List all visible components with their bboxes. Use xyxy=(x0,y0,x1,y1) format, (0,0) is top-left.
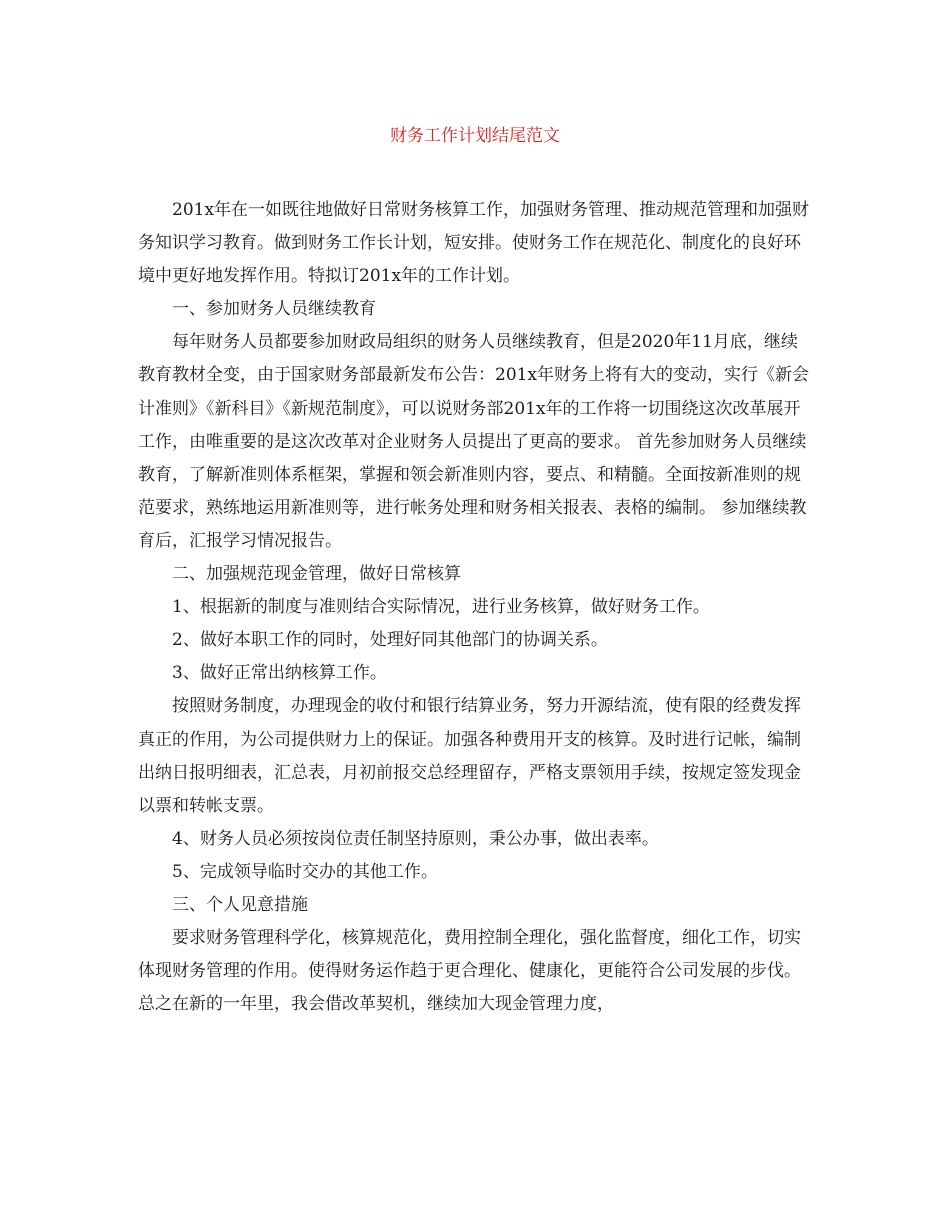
paragraph-intro: 201x年在一如既往地做好日常财务核算工作，加强财务管理、推动规范管理和加强财务知识学习教育。做到财务工作长计划，短安排。使财务工作在规范化、制度化的良好环境中更好地发挥作用。特拟订201x年的工作计划。 xyxy=(138,200,810,287)
paragraph-education: 每年财务人员都要参加财政局组织的财务人员继续教育，但是2020年11月底，继续教育教材全变，由于国家财务部最新发布公告：201x年财务上将有大的变动，实行《新会计准则》《新科目》《新规范制度》，可以说财务部201x年的工作将一切围绕这次改革展开工作，由唯重要的是这次改革对企业财务人员提出了更高的要求。 首先参加财务人员继续教育，了解新准则体系框架，掌握和领会新准则内容，要点、和精髓。全面按新准则的规范要求，熟练地运用新准则等，进行帐务处理和财务相关报表、表格的编制。 参加继续教育后，汇报学习情况报告。 xyxy=(138,332,810,551)
paragraph-cashier: 按照财务制度，办理现金的收付和银行结算业务，努力开源结流，使有限的经费发挥真正的作用，为公司提供财力上的保证。加强各种费用开支的核算。及时进行记帐，编制出纳日报明细表，汇总表，月初前报交总经理留存，严格支票领用手续，按规定签发现金以票和转帐支票。 xyxy=(138,696,801,816)
document-body xyxy=(138,194,812,1021)
document-title: 财务工作计划结尾范文 xyxy=(390,126,560,146)
list-item-4: 4、财务人员必须按岗位责任制坚持原则，秉公办事，做出表率。 xyxy=(172,828,659,849)
list-item-5: 5、完成领导临时交办的其他工作。 xyxy=(172,861,438,882)
section-heading-3: 三、个人见意措施 xyxy=(172,894,308,915)
section-heading-1: 一、参加财务人员继续教育 xyxy=(172,299,376,320)
list-item-1: 1、根据新的制度与准则结合实际情况，进行业务核算，做好财务工作。 xyxy=(172,597,710,618)
section-heading-2: 二、加强规范现金管理，做好日常核算 xyxy=(172,564,461,585)
list-item-2: 2、做好本职工作的同时，处理好同其他部门的协调关系。 xyxy=(172,630,608,651)
list-item-3: 3、做好正常出纳核算工作。 xyxy=(172,663,387,684)
paragraph-measures: 要求财务管理科学化，核算规范化，费用控制全理化，强化监督度，细化工作，切实体现财务管理的作用。使得财务运作趋于更合理化、健康化，更能符合公司发展的步伐。 总之在新的一年里，我会借改革契机，继续加大现金管理力度， xyxy=(138,928,801,1015)
